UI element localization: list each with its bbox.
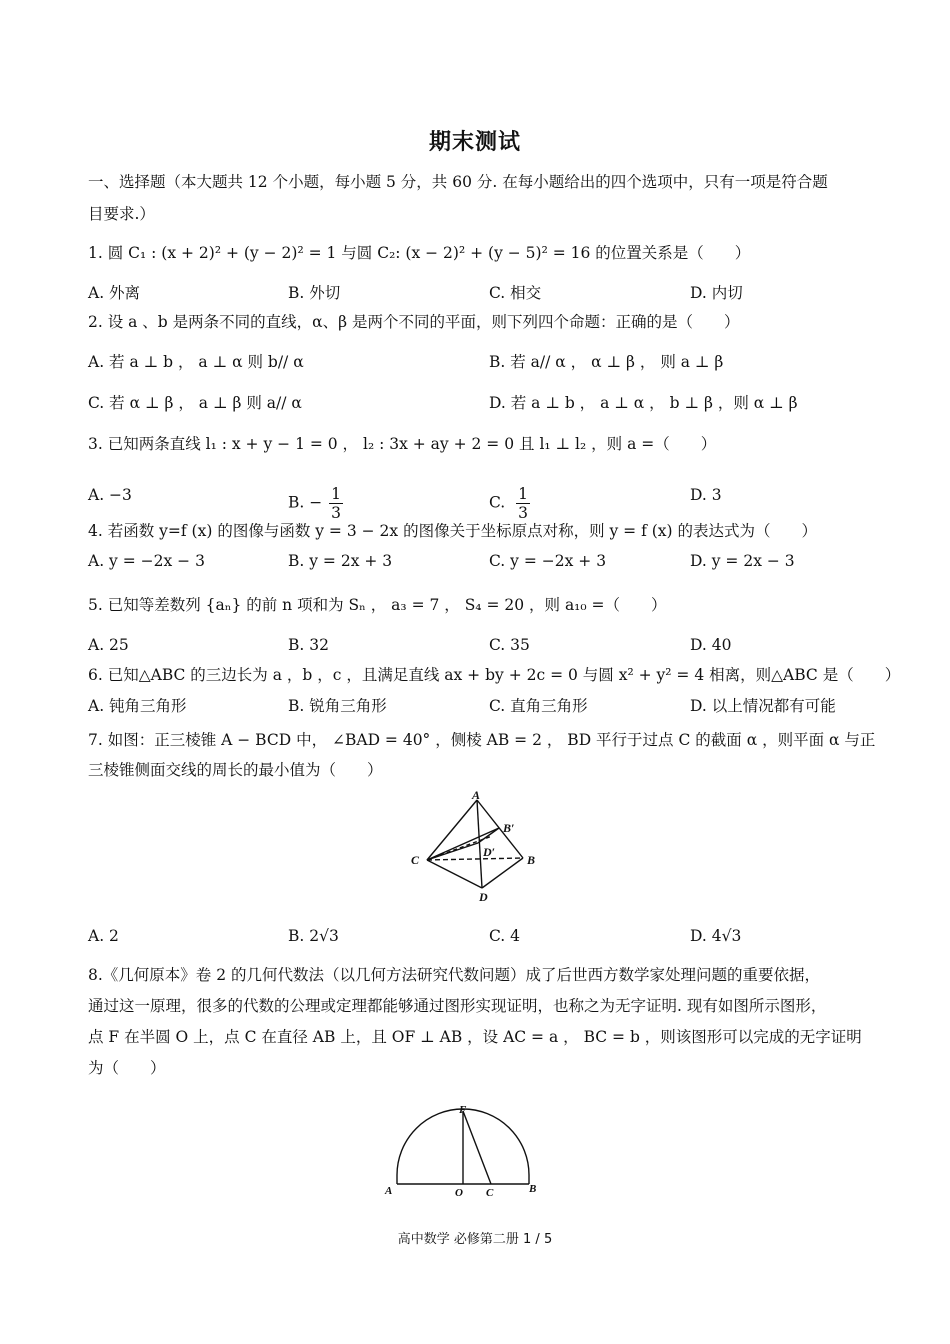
q7-pyramid-diagram [400, 788, 550, 906]
q7-option-b: B. 2√3 [288, 927, 339, 945]
q2-option-b: B. 若 a// α ， α ⊥ β ， 则 a ⊥ β [489, 353, 724, 371]
edge-cd [427, 860, 482, 888]
label-f: F [459, 1104, 467, 1116]
label-b: B [527, 853, 536, 867]
q7-stem-line1: 7. 如图：正三棱锥 A − BCD 中， ∠BAD = 40° ，侧棱 AB = 2 ， BD 平行于过点 C 的截面 α ，则平面 α 与正 [88, 731, 876, 749]
q3-option-b-denominator: 3 [331, 504, 342, 522]
label-a: A [472, 788, 481, 802]
q3-option-c-fraction [516, 485, 530, 522]
q2-option-d: D. 若 a ⊥ b ， a ⊥ α ， b ⊥ β ，则 α ⊥ β [489, 394, 798, 412]
segment-fc [463, 1111, 491, 1184]
q5-option-d: D. 40 [690, 636, 732, 654]
q6-option-a: A. 钝角三角形 [88, 697, 187, 715]
edge-bd [482, 858, 523, 888]
label-c: C [486, 1187, 494, 1199]
q8-stem-line3: 点 F 在半圆 O 上，点 C 在直径 AB 上，且 OF ⊥ AB ，设 AC = a ， BC = b ，则该图形可以完成的无字证明 [88, 1028, 862, 1046]
q7-stem-line2: 三棱锥侧面交线的周长的最小值为（ ） [88, 761, 383, 779]
q3-option-c-numerator: 1 [518, 485, 529, 503]
q4-option-a: A. y = −2x − 3 [88, 552, 205, 570]
q2-option-a: A. 若 a ⊥ b ， a ⊥ α 则 b// α [88, 353, 304, 371]
q6-option-c: C. 直角三角形 [489, 697, 588, 715]
q3-option-c-prefix: C. [489, 493, 506, 512]
label-b: B [529, 1183, 537, 1195]
q6-option-b: B. 锐角三角形 [288, 697, 387, 715]
q4-option-b: B. y = 2x + 3 [288, 552, 393, 570]
q1-option-d: D. 内切 [690, 284, 743, 302]
q2-stem: 2. 设 a 、b 是两条不同的直线，α、β 是两个不同的平面，则下列四个命题：正确的是（ ） [88, 313, 740, 331]
q3-option-b-numerator: 1 [331, 485, 342, 503]
q1-option-a: A. 外离 [88, 284, 141, 302]
page-footer: 高中数学 必修第二册 1 / 5 [397, 1232, 553, 1247]
label-d-prime: D′ [483, 845, 496, 859]
page-title: 期末测试 [428, 129, 521, 155]
q5-stem: 5. 已知等差数列 {aₙ} 的前 n 项和为 Sₙ ， a₃ = 7 ， S₄ = 20 ，则 a₁₀ =（ ） [88, 596, 667, 614]
section-heading-line2: 目要求.） [88, 205, 155, 223]
q1-option-b: B. 外切 [288, 284, 341, 302]
q3-option-c [489, 485, 530, 522]
label-a: A [385, 1185, 393, 1197]
hidden-edge-cb [427, 858, 523, 860]
q5-option-b: B. 32 [288, 636, 329, 654]
q4-option-d: D. y = 2x − 3 [690, 552, 795, 570]
section-heading-line1: 一、选择题（本大题共 12 个小题，每小题 5 分，共 60 分. 在每小题给出的四个选项中，只有一项是符合题 [88, 173, 828, 191]
q1-option-c: C. 相交 [489, 284, 542, 302]
q8-semicircle-diagram [380, 1100, 550, 1200]
q6-stem: 6. 已知△ABC 的三边长为 a ，b ，c ，且满足直线 ax + by + 2c = 0 与圆 x² + y² = 4 相离，则△ABC 是（ ） [88, 666, 901, 684]
q3-option-b [288, 485, 343, 522]
q3-option-b-fraction [329, 485, 343, 522]
q8-stem-line1: 8.《几何原本》卷 2 的几何代数法（以几何方法研究代数问题）成了后世西方数学家处理问题的重要依据， [88, 966, 821, 984]
q8-stem-line2: 通过这一原理，很多的代数的公理或定理都能够通过图形实现证明，也称之为无字证明. 现有如图所示图形， [88, 997, 827, 1015]
q6-option-d: D. 以上情况都有可能 [690, 697, 836, 715]
q3-option-a: A. −3 [88, 486, 132, 504]
q7-option-a: A. 2 [88, 927, 119, 945]
q3-option-c-denominator: 3 [518, 504, 529, 522]
edge-ad [477, 800, 482, 888]
q4-option-c: C. y = −2x + 3 [489, 552, 607, 570]
label-c: C [411, 853, 420, 867]
label-o: O [455, 1187, 463, 1199]
q3-option-d: D. 3 [690, 486, 722, 504]
q3-option-b-prefix: B. − [288, 493, 323, 512]
q5-option-c: C. 35 [489, 636, 530, 654]
label-b-prime: B′ [503, 821, 515, 835]
q7-option-d: D. 4√3 [690, 927, 742, 945]
q3-stem: 3. 已知两条直线 l₁ : x + y − 1 = 0 ， l₂ : 3x + ay + 2 = 0 且 l₁ ⊥ l₂ ，则 a =（ ） [88, 435, 717, 453]
q4-stem: 4. 若函数 y=f (x) 的图像与函数 y = 3 − 2x 的图像关于坐标原点对称，则 y = f (x) 的表达式为（ ） [88, 522, 818, 540]
q8-stem-line4: 为（ ） [88, 1059, 166, 1077]
q2-option-c: C. 若 α ⊥ β ， a ⊥ β 则 a// α [88, 394, 302, 412]
q7-option-c: C. 4 [489, 927, 521, 945]
q1-stem: 1. 圆 C₁ : (x + 2)² + (y − 2)² = 1 与圆 C₂: (x − 2)² + (y − 5)² = 16 的位置关系是（ ） [88, 244, 751, 262]
label-d: D [479, 890, 488, 904]
q5-option-a: A. 25 [88, 636, 129, 654]
